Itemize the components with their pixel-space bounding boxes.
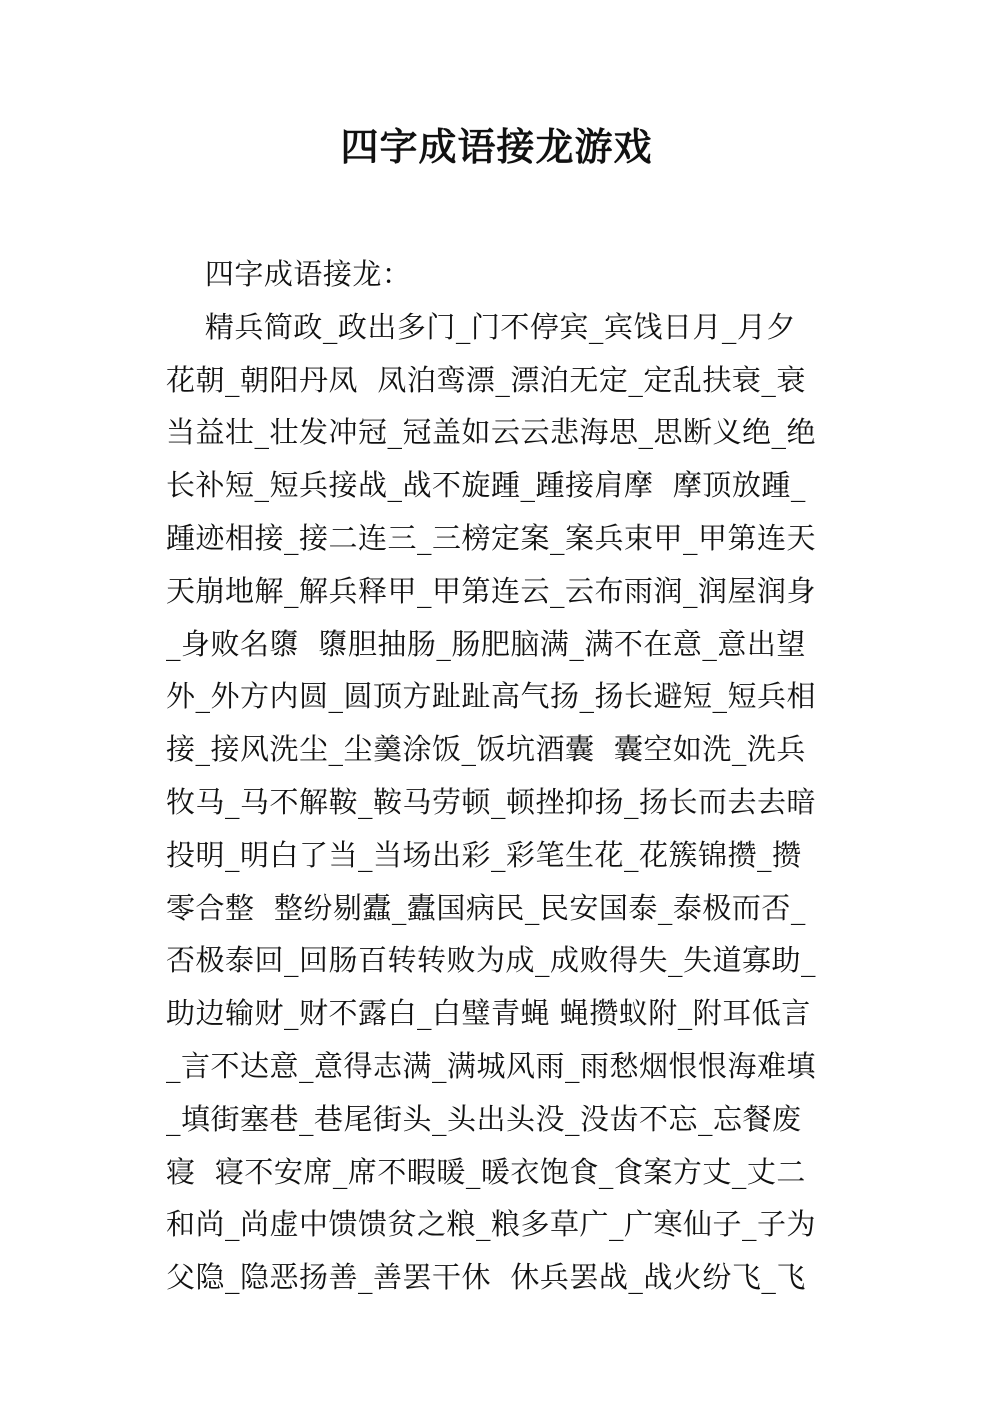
body-line: 助边输财_财不露白_白璧青蝇 蝇攒蚁附_附耳低言 [166,996,811,1031]
document-body [166,248,846,1304]
body-line: _填街塞巷_巷尾街头_头出头没_没齿不忘_忘餐废 [166,1101,802,1136]
body-line: 外_外方内圆_圆顶方趾趾高气扬_扬长避短_短兵相 [166,679,817,714]
body-line: 接_接风洗尘_尘羹涂饭_饭坑酒囊 囊空如洗_洗兵 [166,732,806,767]
body-line: 长补短_短兵接战_战不旋踵_踵接肩摩 摩顶放踵_ [166,468,806,503]
body-line: 精兵简政_政出多门_门不停宾_宾饯日月_月夕 [166,309,796,344]
body-line: 零合整 整纷剔蠹_蠹国病民_民安国泰_泰极而否_ [166,890,806,925]
body-line: 牧马_马不解鞍_鞍马劳顿_顿挫抑扬_扬长而去去暗 [166,784,817,819]
body-line: 和尚_尚虚中馈馈贫之粮_粮多草广_广寒仙子_子为 [166,1207,817,1242]
body-line: 投明_明白了当_当场出彩_彩笔生花_花簇锦攒_攒 [166,837,802,872]
body-line: 花朝_朝阳丹凤 凤泊鸾漂_漂泊无定_定乱扶衰_衰 [166,362,806,397]
body-line: 天崩地解_解兵释甲_甲第连云_云布雨润_润屋润身 [166,573,817,608]
body-line: 父隐_隐恶扬善_善罢干休 休兵罢战_战火纷飞_飞 [166,1260,806,1295]
body-line: 当益壮_壮发冲冠_冠盖如云云悲海思_思断义绝_绝 [166,415,817,450]
body-line: 否极泰回_回肠百转转败为成_成败得失_失道寡助_ [166,943,817,978]
body-line: _身败名隳 隳胆抽肠_肠肥脑满_满不在意_意出望 [166,626,806,661]
body-line: _言不达意_意得志满_满城风雨_雨愁烟恨恨海难填 [166,1048,817,1083]
body-line: 踵迹相接_接二连三_三榜定案_案兵束甲_甲第连天 [166,520,817,555]
body-line: 寝 寝不安席_席不暇暖_暖衣饱食_食案方丈_丈二 [166,1154,806,1189]
body-line: 四字成语接龙： [166,257,412,291]
document-title: 四字成语接龙游戏 [340,125,653,169]
